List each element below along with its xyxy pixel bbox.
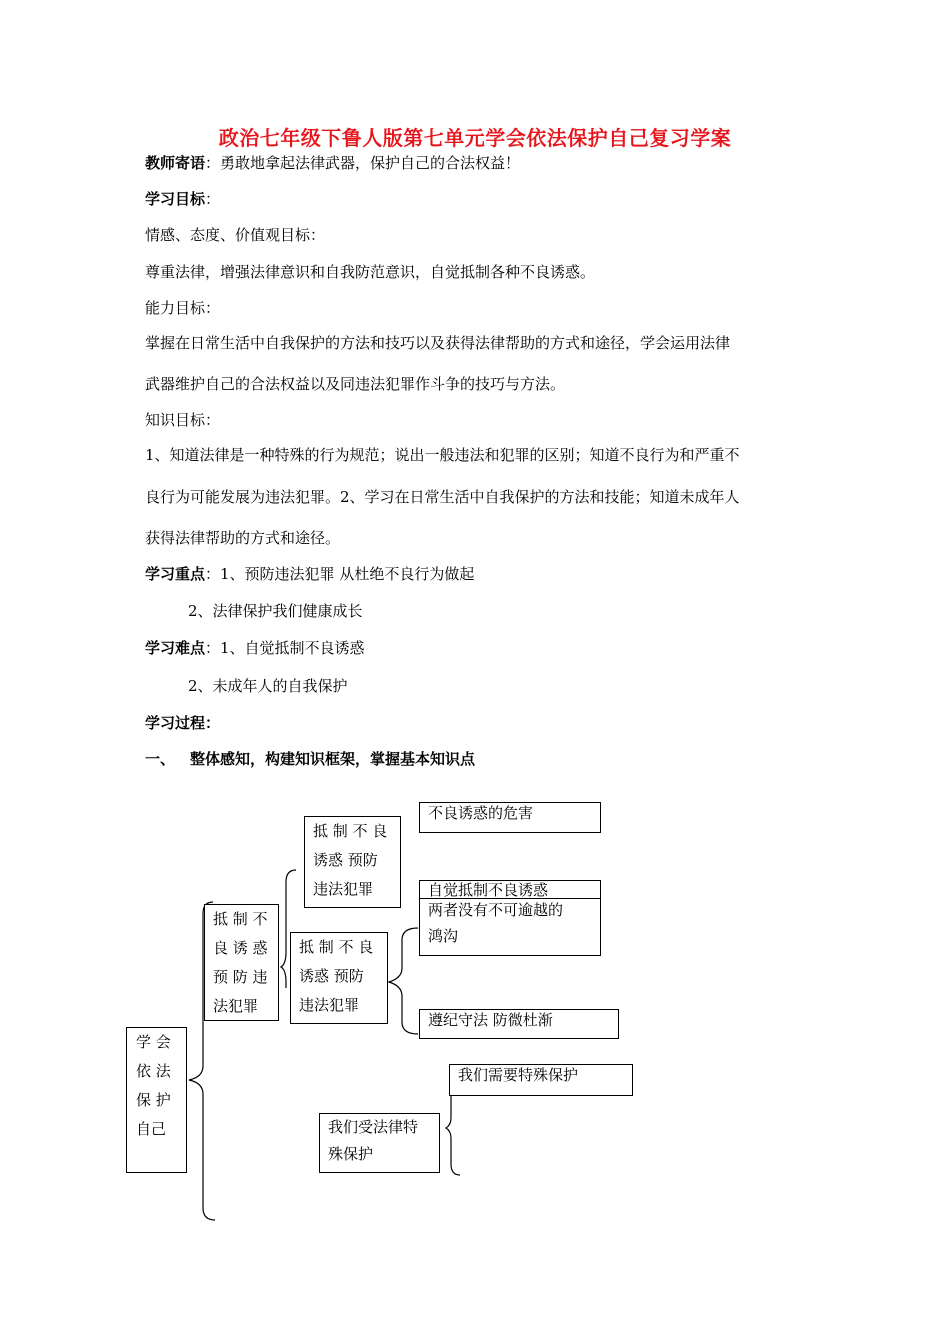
branch-a-text: 预 防 违 [213, 968, 268, 986]
leaf-need-text: 我们需要特殊保护 [458, 1066, 579, 1084]
difficulty-item: 2、未成年人的自我保护 [188, 677, 348, 695]
knowledge-goal-line: 1、知道法律是一种特殊的行为规范；说出一般违法和犯罪的区别；知道不良行为和严重不 [145, 446, 740, 464]
goals-heading-colon: ： [205, 190, 221, 208]
teacher-words-label: 教师寄语 [145, 154, 206, 172]
sub-a1-text: 诱惑 预防 [313, 851, 378, 869]
branch-a-text: 良 诱 惑 [213, 939, 268, 957]
ability-goal-label: 能力目标： [145, 299, 221, 317]
key-points-label: 学习重点 [145, 565, 206, 583]
branch-b-box [319, 1113, 440, 1173]
teacher-words-text: ：勇敢地拿起法律武器，保护自己的合法权益！ [205, 154, 521, 172]
section-text: 整体感知，构建知识框架，掌握基本知识点 [190, 750, 476, 768]
sub-a2-box [290, 932, 388, 1024]
leaf-discipline-text: 遵纪守法 防微杜渐 [428, 1011, 553, 1029]
key-point-item: ：1、预防违法犯罪 从杜绝不良行为做起 [205, 565, 475, 583]
ability-goal-line: 武器维护自己的合法权益以及同违法犯罪作斗争的技巧与方法。 [145, 375, 566, 393]
sub-a1-box [304, 816, 401, 908]
root-text: 自己 [136, 1120, 167, 1138]
difficulty-item: ：1、自觉抵制不良诱惑 [205, 639, 365, 657]
branch-a-text: 法犯罪 [213, 997, 259, 1015]
knowledge-goal-label: 知识目标： [145, 411, 221, 429]
root-text: 学 会 [136, 1033, 171, 1051]
emotion-goal-label: 情感、态度、价值观目标： [145, 226, 326, 244]
leaf-resist-gap-box [419, 880, 601, 956]
leaf-need-box [449, 1064, 633, 1096]
goals-heading-text: 学习目标 [145, 190, 206, 208]
leaf-discipline-box [419, 1009, 619, 1039]
leaf-harm-text: 不良诱惑的危害 [428, 804, 534, 822]
leaf-resist-text: 自觉抵制不良诱惑 [420, 881, 600, 899]
root-box [126, 1027, 187, 1173]
sub-a1-text: 抵 制 不 良 [313, 822, 388, 840]
branch-a-box [204, 904, 279, 1021]
branch-b-brace [446, 1083, 460, 1175]
branch-a-text: 抵 制 不 [213, 910, 268, 928]
leaf-gap-text: 两者没有不可逾越的 [428, 901, 564, 919]
key-point-item: 2、法律保护我们健康成长 [188, 602, 363, 620]
root-text: 依 法 [136, 1062, 171, 1080]
sub-a2-text: 违法犯罪 [299, 996, 360, 1014]
section-number: 一、 [145, 750, 176, 768]
ability-goal-line: 掌握在日常生活中自我保护的方法和技巧以及获得法律帮助的方式和途径，学会运用法律 [145, 334, 731, 352]
sub-a2-brace [389, 928, 418, 1034]
branch-b-text: 殊保护 [328, 1145, 374, 1163]
emotion-goal-text: 尊重法律，增强法律意识和自我防范意识，自觉抵制各种不良诱惑。 [145, 263, 596, 281]
root-text: 保 护 [136, 1091, 171, 1109]
difficulties-label: 学习难点 [145, 639, 206, 657]
process-heading: 学习过程： [145, 714, 221, 732]
knowledge-goal-line: 良行为可能发展为违法犯罪。2、学习在日常生活中自我保护的方法和技能；知道未成年人 [145, 488, 740, 506]
leaf-harm-box [419, 802, 601, 833]
page-title: 政治七年级下鲁人版第七单元学会依法保护自己复习学案 [218, 126, 732, 150]
branch-b-text: 我们受法律特 [328, 1118, 419, 1136]
sub-a1-text: 违法犯罪 [313, 880, 374, 898]
sub-a2-text: 抵 制 不 良 [299, 938, 374, 956]
sub-a2-text: 诱惑 预防 [299, 967, 364, 985]
knowledge-goal-line: 获得法律帮助的方式和途径。 [145, 529, 341, 547]
leaf-gap-text: 鸿沟 [428, 927, 459, 945]
